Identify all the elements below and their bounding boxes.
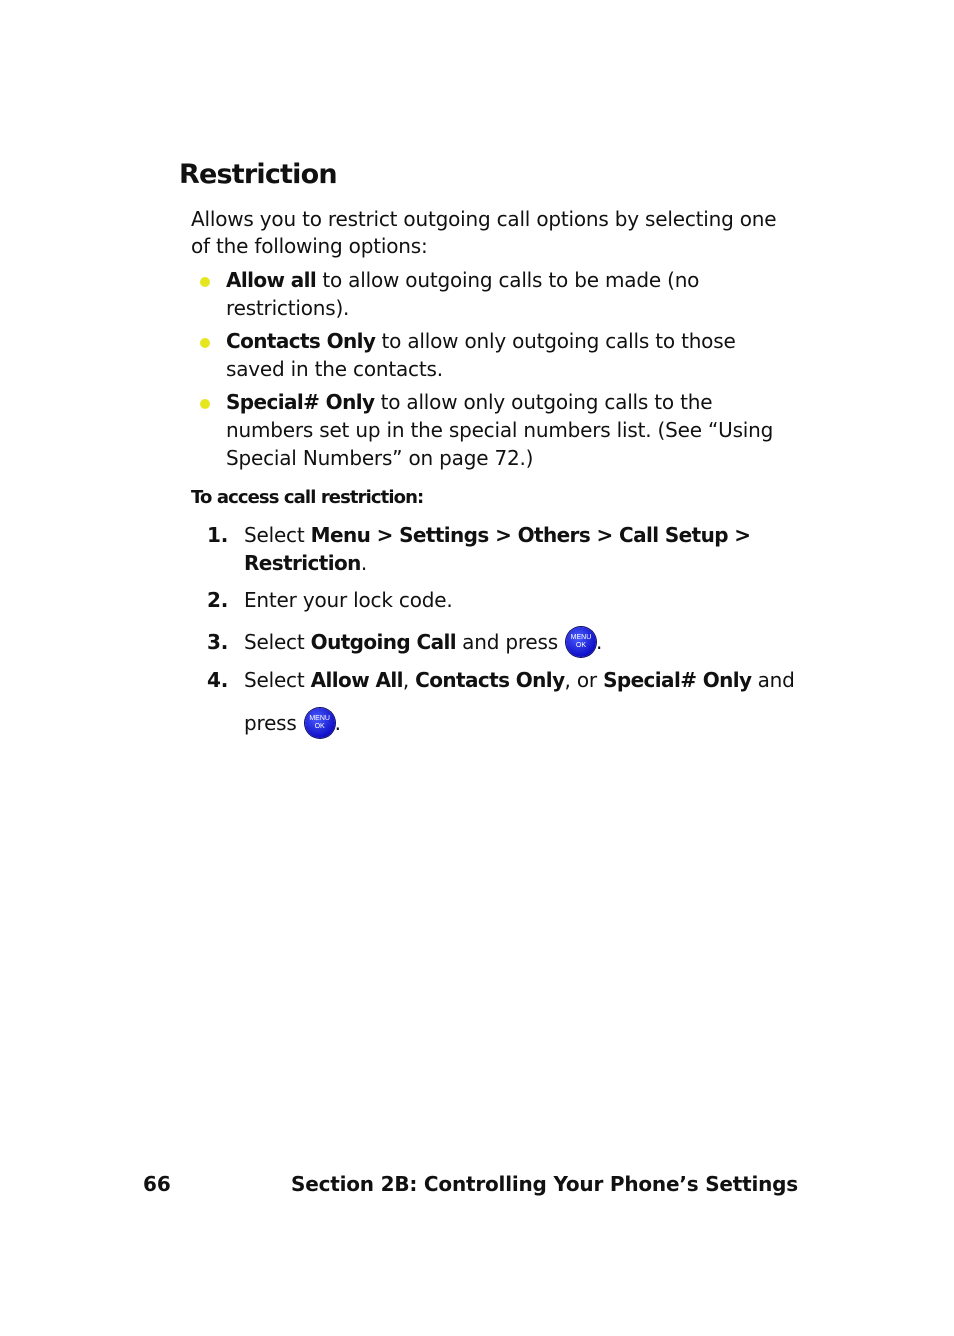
bullet-icon [200, 277, 210, 287]
option-name: Special# Only [603, 668, 752, 692]
step-text: Select [244, 668, 311, 692]
separator: , [402, 668, 416, 692]
option-name: Allow All [310, 668, 403, 692]
procedure-heading: To access call restriction: [191, 487, 424, 508]
list-item [191, 388, 791, 472]
step-4-continuation [244, 708, 807, 740]
step-end: . [595, 630, 603, 654]
bullet-icon [200, 399, 210, 409]
step-end: . [360, 551, 367, 575]
option-description: to allow outgoing calls to be made (no restrictions). [226, 268, 700, 320]
step-number: 2. [207, 588, 229, 612]
step-text: press [244, 711, 297, 735]
step-text: Select [244, 523, 311, 547]
step-3 [207, 624, 807, 660]
step-2 [207, 586, 807, 614]
option-term: Contacts Only [226, 329, 376, 353]
procedure-steps [207, 521, 807, 740]
menu-path: Menu > Settings > Others > Call Setup > Restriction [244, 523, 751, 575]
list-item [191, 327, 791, 383]
menu-ok-key-icon: MENU OK [566, 627, 596, 657]
step-text: Enter your lock code. [244, 588, 453, 612]
page-number: 66 [143, 1172, 171, 1196]
step-text: and [751, 668, 795, 692]
bullet-icon [200, 338, 210, 348]
step-1 [207, 521, 807, 577]
step-text: Select [244, 630, 311, 654]
option-list [191, 266, 791, 477]
list-item [191, 266, 791, 322]
intro-paragraph: Allows you to restrict outgoing call options by selecting one of the following options: [191, 207, 777, 258]
step-number: 3. [207, 630, 229, 654]
option-name: Contacts Only [415, 668, 565, 692]
section-title: Restriction [179, 159, 337, 190]
step-text: and press [456, 630, 558, 654]
step-number: 4. [207, 668, 229, 692]
footer-section-title: Section 2B: Controlling Your Phone’s Settings [291, 1172, 798, 1196]
option-description: to allow only outgoing calls to those saved in the contacts. [226, 329, 736, 381]
option-term: Special# Only [226, 390, 375, 414]
step-4 [207, 666, 807, 740]
option-name: Outgoing Call [310, 630, 456, 654]
option-description: to allow only outgoing calls to the numbers set up in the special numbers list. (See “Using Special Numbers” on page 72.) [226, 390, 774, 470]
step-end: . [334, 711, 341, 735]
separator: , or [564, 668, 604, 692]
option-term: Allow all [226, 268, 317, 292]
step-number: 1. [207, 523, 229, 547]
menu-ok-key-icon: MENU OK [305, 708, 335, 738]
